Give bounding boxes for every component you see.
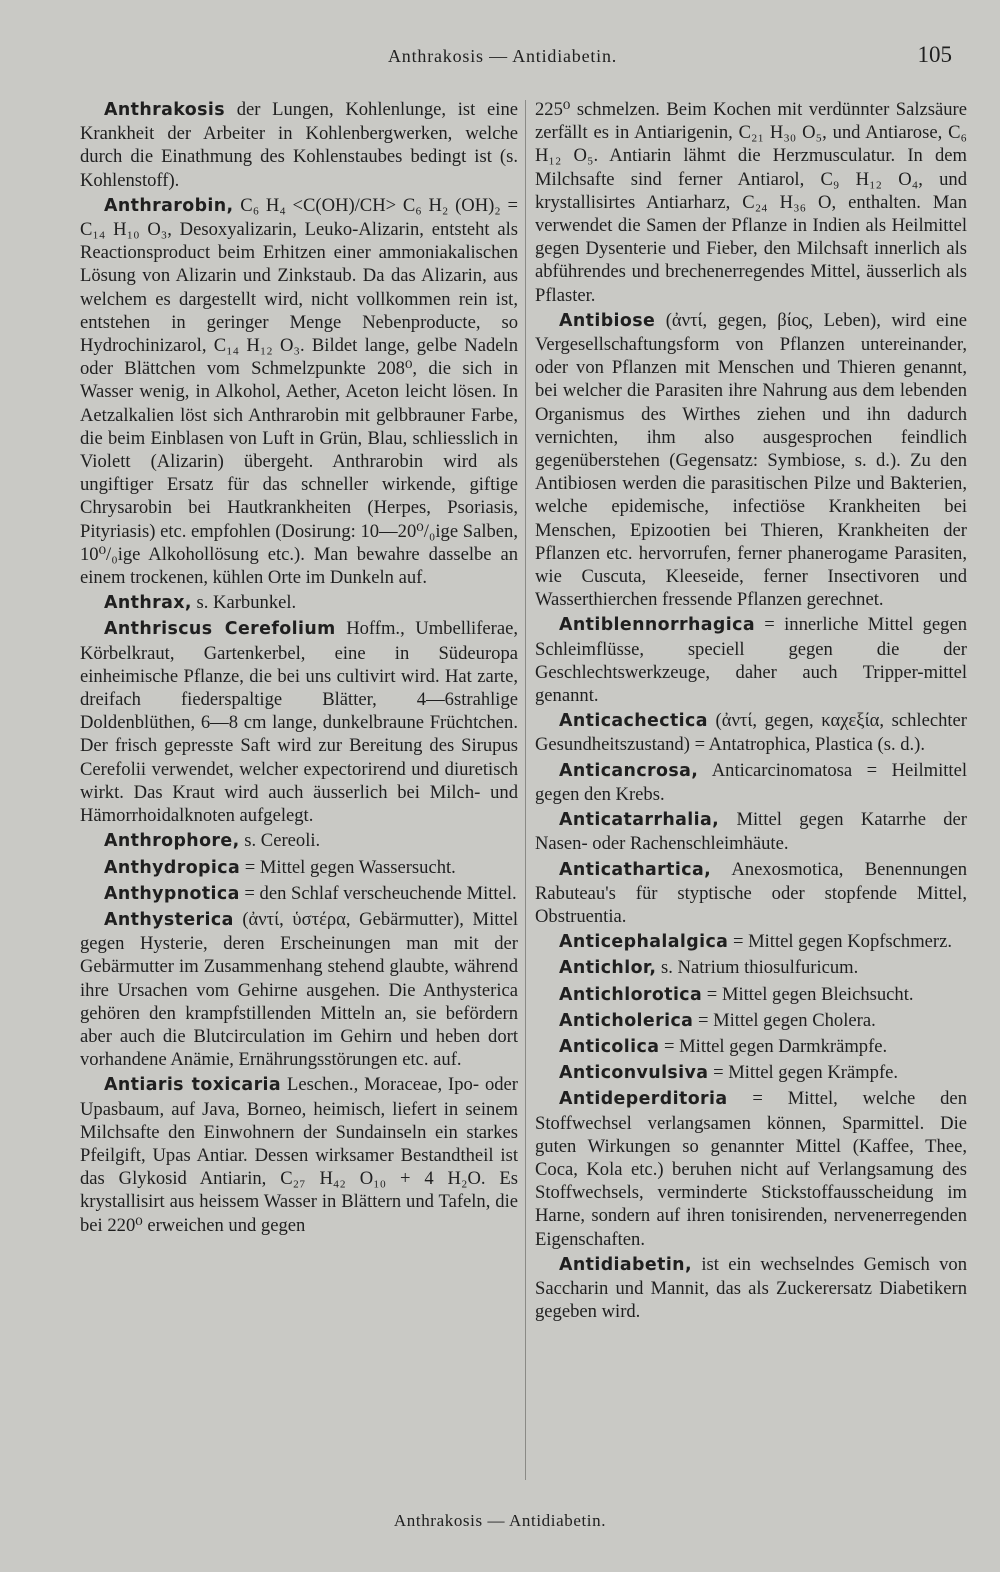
entry-text: = innerliche Mittel gegen Schleimflüsse, speciell gegen die der Geschlechtswerkzeuge, daher auch Tripper-mittel genannt. xyxy=(535,614,967,707)
entry-text: Anticarcinomatosa = Heilmittel gegen den Krebs. xyxy=(535,759,967,805)
entry-text: C₆ H₄ <C(OH)/CH> C₆ H₂ (OH)₂ = C₁₄ H₁₀ O₃, Desoxyalizarin, Leuko-Alizarin, entsteht als Reactionsproduct beim Erhitzen einer ammoniakalischen Lösung von Alizarin und Zinkstaub. Da das Alizarin, aus welchem es dargestellt wird, nicht vollkommen rein ist, entstehen in geringer Menge Nebenproducte, so Hydrochinizarol, C₁₄ H₁₂ O₃. Bildet lange, gelbe Nadeln oder Blättchen vom Schmelzpunkte 208⁰, die sich in Wasser wenig, in Alkohol, Aether, Aceton leicht lösen. In Aetzalkalien löst sich Anthrarobin mit gelbbrauner Farbe, die beim Einblasen von Luft in Grün, Blau, schliesslich in Violett (Alizarin) übergeht. Anthrarobin wird als ungiftiger Ersatz für das schneller wirkende, giftige Chrysarobin bei Hautkrankheiten (Herpes, Psoriasis, Pityriasis) etc. empfohlen (Dosirung: 10—20⁰/₀ige Salben, 10⁰/₀ige Alkohollösung etc.). Man bewahre dasselbe an einem trockenen, kühlen Orte im Dunkeln auf. xyxy=(80,194,518,589)
dictionary-entry xyxy=(80,591,518,615)
entry-headword: Anthrakosis xyxy=(104,100,225,120)
dictionary-entry xyxy=(80,908,518,1071)
entry-text: s. Natrium thiosulfuricum. xyxy=(656,957,859,979)
entry-text: 225⁰ schmelzen. Beim Kochen mit verdünnter Salzsäure zerfällt es in Antiarigenin, C₂₁ H₃₀ O₅, und Antiarose, C₆ H₁₂ O₅. Antiarin lähmt die Herzmusculatur. In dem Milchsafte sind ferner Antiarol, C₉ H₁₂ O₄, und krystallisirtes Antiarharz, C₂₄ H₃₆ O, enthalten. Man verwendet die Samen der Pflanze in Indien als Heilmittel gegen Dysenterie und Fieber, den Milchsaft innerlich als abführendes und brechenerregendes Mittel, äusserlich als Pflaster. xyxy=(535,99,967,306)
page-number: 105 xyxy=(917,42,952,67)
entry-headword: Anticholerica xyxy=(559,1010,694,1031)
entry-text: (ἀντί, ὑστέρα, Gebärmutter), Mittel gegen Hysterie, deren Erscheinungen man mit der Gebärmutter im Zusammenhang stehend glaubte, während ihre Ursachen vom Gehirne ausgehen. Die Anthysterica gehören den krampfstillenden Mitteln an, sie befördern aber auch die Blutcirculation im Gehirn und heben dort vorhandene Anämie, Ernährungsstörungen etc. auf. xyxy=(80,908,518,1071)
dictionary-entry xyxy=(535,98,967,307)
dictionary-entry xyxy=(535,983,967,1007)
entry-headword: Anthrophore, xyxy=(104,831,240,852)
dictionary-entry xyxy=(535,309,967,612)
dictionary-entry xyxy=(80,856,518,880)
dictionary-entry xyxy=(535,1035,967,1059)
entry-text: Hoffm., Umbelliferae, Körbelkraut, Gartenkerbel, eine in Südeuropa einheimische Pflanze, die bei uns cultivirt wird. Hat zarte, dreifach fiederspaltige Blätter, 4—6strahlige Doldenblüthen, 6—8 cm lange, dunkelbraune Früchtchen. Der frisch gepresste Saft wird zur Bereitung des Sirupus Cerefolii verwendet, welcher expectorirend und diuretisch wirkt. Das Kraut wird auch äusserlich bei Milch- und Hämorrhoidalknoten aufgelegt. xyxy=(80,618,518,827)
dictionary-entry xyxy=(535,1009,967,1033)
entry-headword: Anticachectica xyxy=(559,711,708,732)
left-column xyxy=(80,98,518,1239)
dictionary-entry xyxy=(535,956,967,980)
dictionary-entry xyxy=(535,1061,967,1085)
dictionary-entry xyxy=(535,613,967,707)
entry-headword: Antichlor, xyxy=(559,958,657,979)
entry-headword: Antideperditoria xyxy=(559,1089,728,1110)
entry-headword: Anthrax, xyxy=(104,593,192,614)
entry-headword: Anthysterica xyxy=(104,909,234,930)
dictionary-entry xyxy=(80,617,518,827)
dictionary-entry xyxy=(535,1253,967,1324)
entry-text: = Mittel gegen Darmkrämpfe. xyxy=(659,1035,888,1057)
entry-text: = Mittel gegen Kopfschmerz. xyxy=(728,931,953,953)
right-column xyxy=(535,98,967,1325)
entry-headword: Antiaris toxicaria xyxy=(104,1075,282,1096)
entry-headword: Anticonvulsiva xyxy=(559,1063,709,1084)
entry-text: = Mittel, welche den Stoffwechsel verlangsamen können, Sparmittel. Die guten Wirkungen so genannter Mittel (Kaffee, Thee, Coca, Kola etc.) beruhen nicht auf Verlangsamung des Stoffwechsels, verminderte Stickstoffausscheidung im Harne, sondern auf ihren tonisirenden, nervenerregenden Eigenschaften. xyxy=(535,1088,967,1250)
entry-headword: Anticolica xyxy=(559,1036,660,1057)
entry-text: ist ein wechselndes Gemisch von Saccharin und Mannit, das als Zuckerersatz Diabetikern gegeben wird. xyxy=(535,1253,967,1323)
page-header xyxy=(0,42,1000,74)
entry-text: = Mittel gegen Krämpfe. xyxy=(708,1062,899,1084)
dictionary-entry xyxy=(535,808,967,855)
entry-headword: Antibiose xyxy=(559,310,656,331)
dictionary-entry xyxy=(535,709,967,756)
entry-headword: Antidiabetin, xyxy=(559,1254,692,1275)
entry-headword: Anthypnotica xyxy=(104,883,240,904)
entry-text: Anexosmotica, Benennungen Rabuteau's für styptische oder stopfende Mittel, Obstruentia. xyxy=(535,858,967,927)
entry-headword: Anticancrosa, xyxy=(559,760,699,781)
page-footer: Anthrakosis — Antidiabetin. xyxy=(393,1511,607,1530)
column-divider xyxy=(525,100,526,1480)
dictionary-entry xyxy=(80,98,518,192)
entry-text: = Mittel gegen Cholera. xyxy=(693,1009,876,1031)
entry-text: s. Karbunkel. xyxy=(191,592,297,614)
dictionary-entry xyxy=(535,858,967,929)
entry-text: = den Schlaf verscheuchende Mittel. xyxy=(239,882,517,904)
entry-headword: Anthriscus Cerefolium xyxy=(104,619,336,640)
entry-headword: Anthydropica xyxy=(104,857,241,878)
entry-text: s. Cereoli. xyxy=(239,830,321,852)
dictionary-entry xyxy=(80,1073,518,1236)
entry-text: (ἀντί, gegen, βίος, Leben), wird eine Vergesellschaftungsform von Pflanzen untereinander, oder von Pflanzen mit Menschen und Thieren genannt, bei welcher die Parasiten ihre Nahrung aus dem lebenden Organismus des Wirthes ziehen und ihn dadurch vernichten, ihm also ausgesprochen feindlich gegenüberstehen (Gegensatz: Symbiose, s. d.). Zu den Antibiosen werden die parasitischen Pilze und Bakterien, welche epidemische, infectiöse Krankheiten bei Menschen, Epizootien bei Thieren, Krankheiten der Pflanzen etc. hervorrufen, ferner phanerogame Parasiten, wie Cuscuta, Kleeseide, ferner Insectivoren und Wasserthierchen fressende Pflanzen gerechnet. xyxy=(535,309,967,611)
running-title: Anthrakosis — Antidiabetin. xyxy=(388,46,618,66)
entry-headword: Antiblennorrhagica xyxy=(559,615,755,636)
dictionary-entry xyxy=(535,1087,967,1250)
entry-headword: Anthrarobin, xyxy=(104,195,234,216)
entry-headword: Anticephalalgica xyxy=(559,932,729,953)
entry-text: der Lungen, Kohlenlunge, ist eine Krankheit der Arbeiter in Kohlenbergwerken, welche durch die Einathmung des Kohlenstaubes bedingt ist (s. Kohlenstoff). xyxy=(80,99,518,191)
dictionary-entry xyxy=(80,194,518,589)
entry-headword: Anticatarrhalia, xyxy=(559,810,720,831)
dictionary-entry xyxy=(80,829,518,853)
entry-text: Leschen., Moraceae, Ipo- oder Upasbaum, auf Java, Borneo, heimisch, liefert in seinem Milchsafte den Einwohnern der Sundainseln ein starkes Pfeilgift, Upas Antiar. Dessen wirksamer Bestandtheil ist das Glykosid Antiarin, C₂₇ H₄₂ O₁₀ + 4 H₂O. Es krystallisirt aus heissem Wasser in Blättern und Tafeln, die bei 220⁰ erweichen und gegen xyxy=(80,1074,518,1236)
dictionary-entry xyxy=(535,930,967,954)
entry-text: (ἀντί, gegen, καχεξία, schlechter Gesundheitszustand) = Antatrophica, Plastica (s. d.). xyxy=(535,710,967,756)
entry-headword: Antichlorotica xyxy=(559,984,703,1005)
entry-text: = Mittel gegen Bleichsucht. xyxy=(702,983,914,1005)
dictionary-entry xyxy=(535,759,967,806)
entry-text: = Mittel gegen Wassersucht. xyxy=(240,856,456,878)
entry-text: Mittel gegen Katarrhe der Nasen- oder Rachenschleimhäute. xyxy=(535,809,967,855)
entry-headword: Anticathartica, xyxy=(559,859,712,880)
dictionary-entry xyxy=(80,882,518,906)
